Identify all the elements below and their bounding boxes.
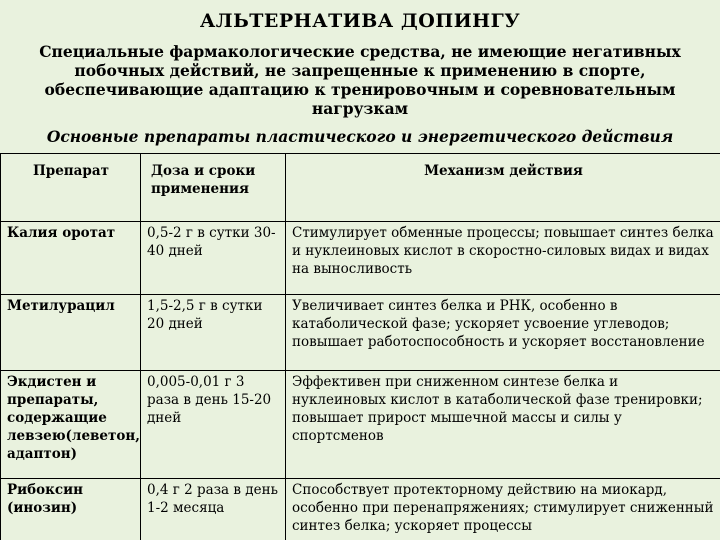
- table-caption: Основные препараты пластического и энергетического действия: [46, 127, 674, 146]
- table-header-row: [1, 154, 720, 222]
- cell-drug: Калия оротат: [1, 222, 141, 295]
- slide-title: АЛЬТЕРНАТИВА ДОПИНГУ: [199, 10, 521, 32]
- cell-mechanism: Эффективен при сниженном синтезе белка и нуклеиновых кислот в катаболической фазе тренировки; повышает прирост мышечной массы и силы у спортсменов: [286, 371, 720, 479]
- header-mechanism: Механизм действия: [286, 154, 720, 222]
- cell-mechanism: Увеличивает синтез белка и РНК, особенно в катаболической фазе; ускоряет усвоение углеводов; повышает работоспособность и ускоряет восстановление: [286, 295, 720, 371]
- cell-dose: 0,4 г 2 раза в день 1-2 месяца: [141, 479, 286, 540]
- cell-drug: Метилурацил: [1, 295, 141, 371]
- cell-drug: Экдистен и препараты, содержащие левзею(леветон, адаптон): [1, 371, 141, 479]
- cell-mechanism: Способствует протекторному действию на миокард, особенно при перенапряжениях; стимулирует сниженный синтез белка; ускоряет процессы: [286, 479, 720, 540]
- slide-subtitle: Специальные фармакологические средства, не имеющие негативных побочных действий, не запрещенные к применению в спорте, обеспечивающие адаптацию к тренировочным и соревновательным нагрузкам: [39, 42, 681, 118]
- header-drug: Препарат: [1, 154, 141, 222]
- cell-dose: 1,5-2,5 г в сутки 20 дней: [141, 295, 286, 371]
- cell-dose: 0,005-0,01 г 3 раза в день 15-20 дней: [141, 371, 286, 479]
- table-row: [1, 479, 720, 540]
- table-row: [1, 295, 720, 371]
- header-dose: Доза и сроки применения: [141, 154, 286, 222]
- cell-mechanism: Стимулирует обменные процессы; повышает синтез белка и нуклеиновых кислот в скоростно-силовых видах и видах на выносливость: [286, 222, 720, 295]
- cell-drug: Рибоксин (инозин): [1, 479, 141, 540]
- table-row: [1, 371, 720, 479]
- drugs-table: [0, 153, 720, 540]
- table-row: [1, 222, 720, 295]
- cell-dose: 0,5-2 г в сутки 30-40 дней: [141, 222, 286, 295]
- table-container: [0, 153, 720, 540]
